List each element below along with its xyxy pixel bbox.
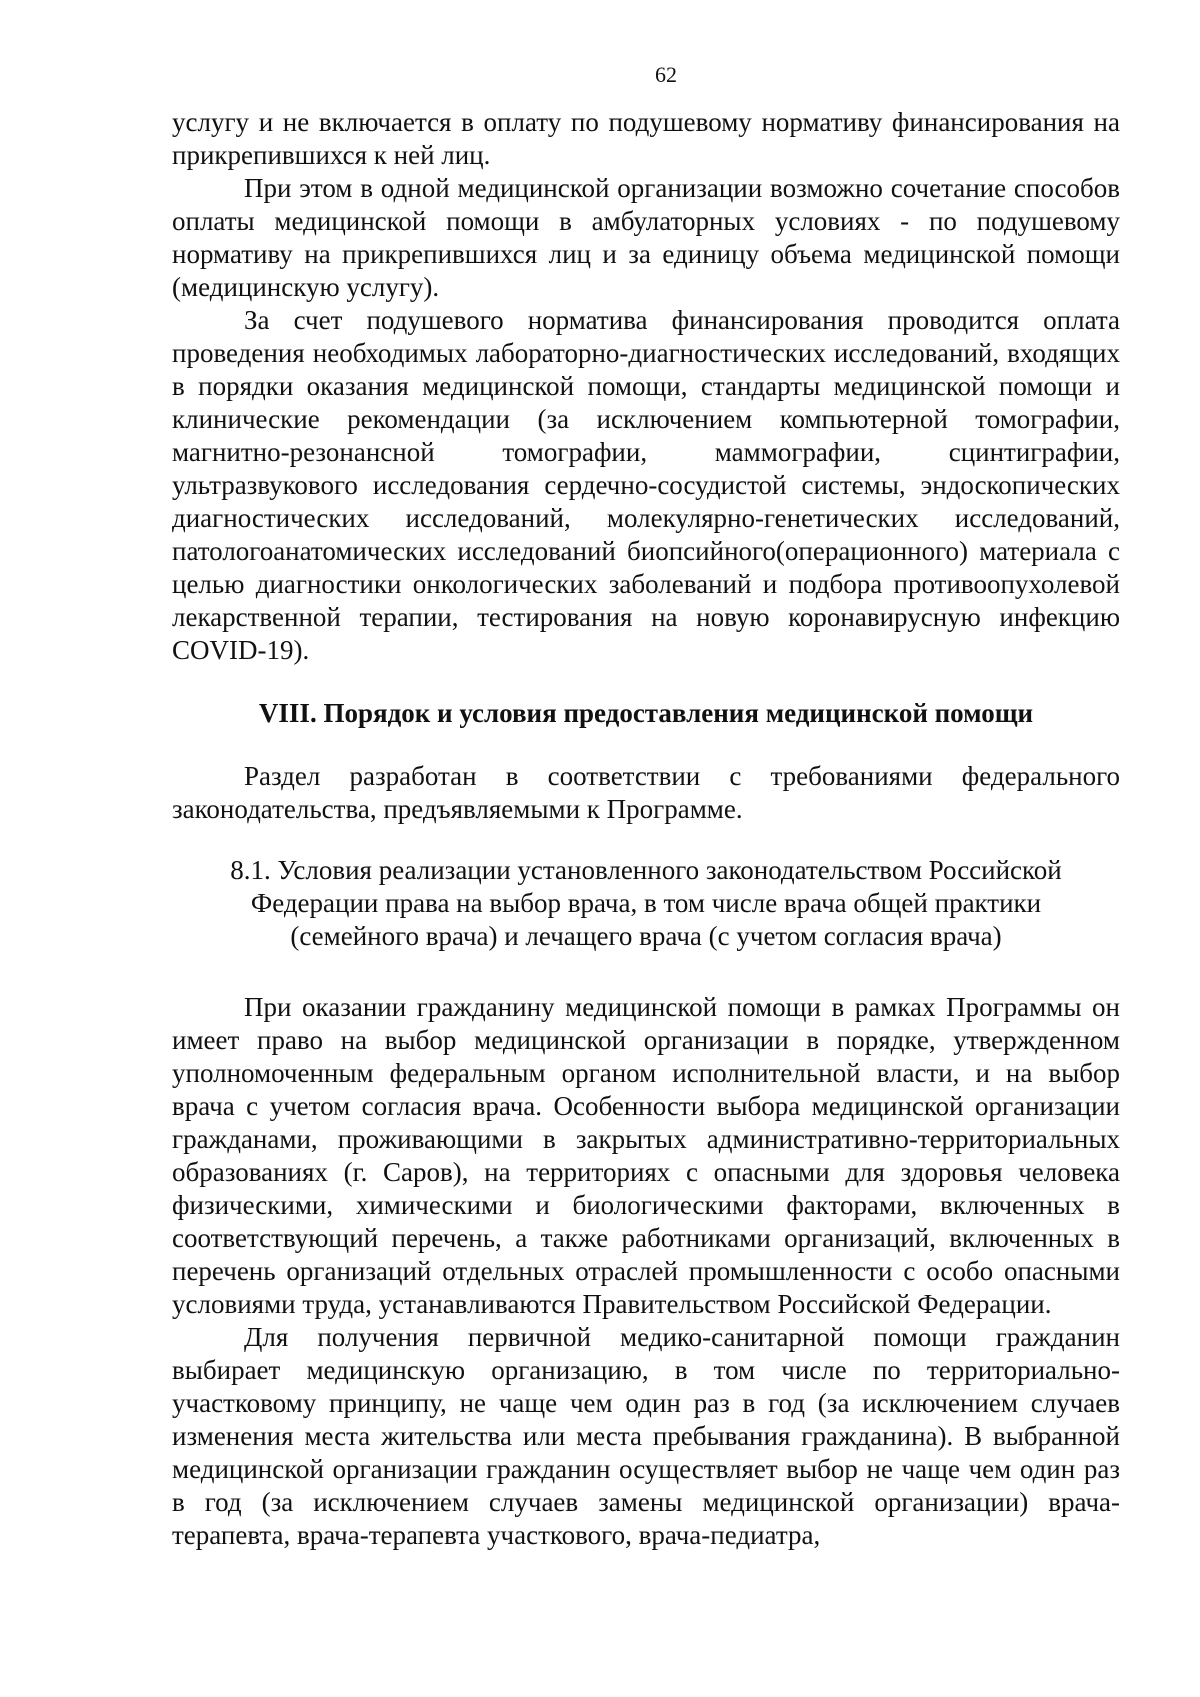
- document-page: [172, 60, 1120, 1552]
- section-title: VIII. Порядок и условия предоставления медицинской помощи: [258, 698, 1034, 728]
- paragraph-primary-care-choice: Для получения первичной медико-санитарной помощи гражданин выбирает медицинскую организацию, в том числе по территориально-участковому принципу, не чаще чем один раз в год (за исключением случаев изменения места жительства или места пребывания гражданина). В выбранной медицинской организации гражданин осуществляет выбор не чаще чем один раз в год (за исключением случаев замены медицинской организации) врача-терапевта, врача-терапевта участкового, врача-педиатра,: [172, 1322, 1120, 1550]
- subsection-title-line: Федерации права на выбор врача, в том числе врача общей практики: [250, 888, 1042, 918]
- paragraph-per-capita-funding: За счет подушевого норматива финансирования проводится оплата проведения необходимых лабораторно-диагностических исследований, входящих в порядки оказания медицинской помощи, стандарты медицинской помощи и клинические рекомендации (за исключением компьютерной томографии, магнитно-резонансной томографии, маммографии, сцинтиграфии, ультразвукового исследования сердечно-сосудистой системы, эндоскопических диагностических исследований, молекулярно-генетических исследований, патологоанатомических исследований биопсийного(операционного) материала с целью диагностики онкологических заболеваний и подбора противоопухолевой лекарственной терапии, тестирования на новую коронавирусную инфекцию COVID-19).: [172, 305, 1120, 665]
- subsection-title-line: (семейного врача) и лечащего врача (с учетом согласия врача): [290, 921, 1002, 951]
- subsection-title-line: 8.1. Условия реализации установленного законодательством Российской: [230, 855, 1062, 885]
- paragraph-payment-combination: При этом в одной медицинской организации возможно сочетание способов оплаты медицинской помощи в амбулаторных условиях - по подушевому нормативу на прикрепившихся лиц и за единицу объема медицинской помощи (медицинскую услугу).: [172, 173, 1120, 302]
- section-intro: Раздел разработан в соответствии с требованиями федерального законодательства, предъявляемыми к Программе.: [172, 761, 1120, 824]
- paragraph-continuation: услугу и не включается в оплату по подушевому нормативу финансирования на прикрепившихся к ней лиц.: [172, 107, 1120, 170]
- page-number: 62: [655, 62, 677, 87]
- paragraph-choice-of-organization: При оказании гражданину медицинской помощи в рамках Программы он имеет право на выбор медицинской организации в порядке, утвержденном уполномоченным федеральным органом исполнительной власти, и на выбор врача с учетом согласия врача. Особенности выбора медицинской организации гражданами, проживающими в закрытых административно-территориальных образованиях (г. Саров), на территориях с опасными для здоровья человека физическими, химическими и биологическими факторами, включенных в соответствующий перечень, а также работниками организаций, включенных в перечень организаций отдельных отраслей промышленности с особо опасными условиями труда, устанавливаются Правительством Российской Федерации.: [172, 992, 1120, 1319]
- subsection-title: [172, 854, 1120, 953]
